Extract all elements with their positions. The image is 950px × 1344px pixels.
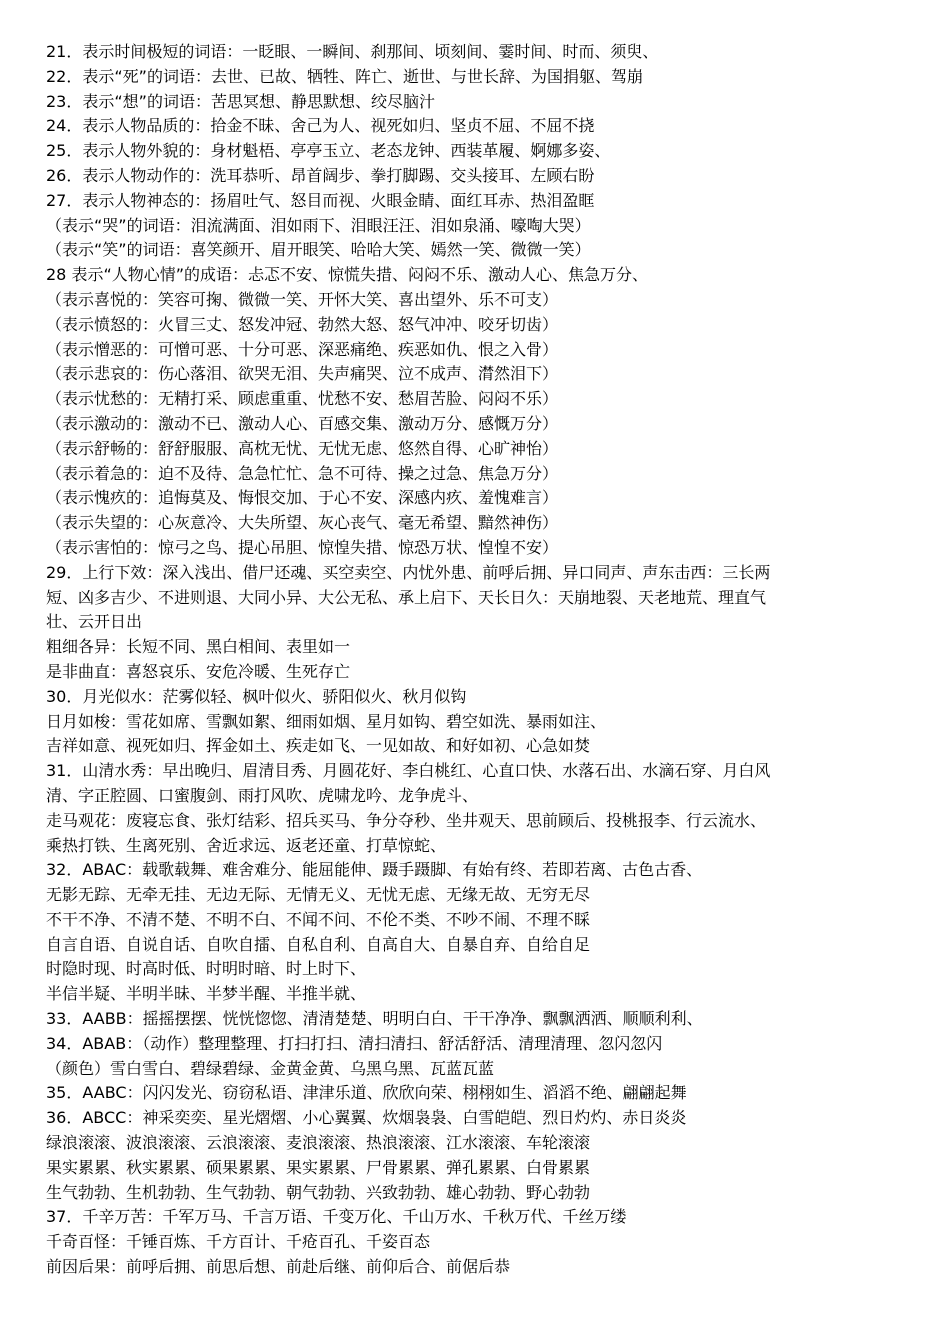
text-line: 36．ABCC：神采奕奕、星光熠熠、小心翼翼、炊烟袅袅、白雪皑皑、烈日灼灼、赤日炎炎: [46, 1108, 687, 1128]
text-line: （表示失望的：心灰意冷、大失所望、灰心丧气、毫无希望、黯然神伤）: [46, 513, 559, 533]
text-line: 走马观花：废寝忘食、张灯结彩、招兵买马、争分夺秒、坐井观天、思前顾后、投桃报李、行云流水、: [46, 810, 767, 830]
text-line: （表示愧疚的：追悔莫及、悔恨交加、于心不安、深感内疚、羞愧难言）: [46, 488, 559, 508]
text-line: 35．AABC：闪闪发光、窃窃私语、津津乐道、欣欣向荣、栩栩如生、滔滔不绝、翩翩起舞: [46, 1083, 687, 1103]
text-line: 吉祥如意、视死如归、挥金如土、疾走如飞、一见如故、和好如初、心急如焚: [46, 736, 591, 756]
text-line: 24．表示人物品质的：拾金不昧、舍己为人、视死如归、坚贞不屈、不屈不挠: [46, 116, 595, 136]
text-line: 日月如梭：雪花如席、雪飘如絮、细雨如烟、星月如钩、碧空如洗、暴雨如注、: [46, 711, 607, 731]
text-line: 37．千辛万苦：千军万马、千言万语、千变万化、千山万水、千秋万代、千丝万缕: [46, 1207, 627, 1227]
text-line: 28 表示“人物心情”的成语：忐忑不安、惊慌失措、闷闷不乐、激动人心、焦急万分、: [46, 265, 649, 285]
text-line: （表示喜悦的：笑容可掬、微微一笑、开怀大笑、喜出望外、乐不可支）: [46, 289, 559, 309]
text-line: 是非曲直：喜怒哀乐、安危冷暖、生死存亡: [46, 661, 351, 681]
text-line: 23．表示“想”的词语：苦思冥想、静思默想、绞尽脑汁: [46, 91, 435, 111]
text-line: 时隐时现、时高时低、时明时暗、时上时下、: [46, 959, 367, 979]
text-line: 自言自语、自说自话、自吹自擂、自私自利、自高自大、自暴自弃、自给自足: [46, 934, 591, 954]
text-line: 不干不净、不清不楚、不明不白、不闻不问、不伦不类、不吵不闹、不理不睬: [46, 909, 591, 929]
text-line: 21．表示时间极短的词语：一眨眼、一瞬间、刹那间、顷刻间、霎时间、时而、须臾、: [46, 42, 659, 61]
text-line: 生气勃勃、生机勃勃、生气勃勃、朝气勃勃、兴致勃勃、雄心勃勃、野心勃勃: [46, 1182, 591, 1202]
text-line: （表示害怕的：惊弓之鸟、提心吊胆、惊惶失措、惊恐万状、惶惶不安）: [46, 537, 559, 557]
document-page: [46, 40, 916, 1280]
text-line: 22．表示“死”的词语：去世、已故、牺牲、阵亡、逝世、与世长辞、为国捐躯、驾崩: [46, 66, 643, 86]
text-line: 清、字正腔圆、口蜜腹剑、雨打风吹、虎啸龙吟、龙争虎斗、: [46, 785, 479, 805]
text-line: （表示悲哀的：伤心落泪、欲哭无泪、失声痛哭、泣不成声、潸然泪下）: [46, 364, 559, 384]
text-line: 26．表示人物动作的：洗耳恭听、昂首阔步、拳打脚踢、交头接耳、左顾右盼: [46, 165, 595, 185]
text-line: 短、凶多吉少、不进则退、大同小异、大公无私、承上启下、天长日久：天崩地裂、天老地荒、理直气: [46, 587, 767, 607]
text-line: 25．表示人物外貌的：身材魁梧、亭亭玉立、老态龙钟、西装革履、婀娜多姿、: [46, 141, 611, 161]
text-line: （表示忧愁的：无精打采、顾虑重重、忧愁不安、愁眉苦脸、闷闷不乐）: [46, 389, 559, 409]
text-line: 前因后果：前呼后拥、前思后想、前赴后继、前仰后合、前倨后恭: [46, 1257, 511, 1277]
text-line: 半信半疑、半明半昧、半梦半醒、半推半就、: [46, 984, 367, 1004]
text-line: （表示“笑”的词语：喜笑颜开、眉开眼笑、哈哈大笑、嫣然一笑、微微一笑）: [46, 240, 591, 260]
text-line: 乘热打铁、生离死别、舍近求远、返老还童、打草惊蛇、: [46, 835, 447, 855]
text-line: 无影无踪、无牵无挂、无边无际、无情无义、无忧无虑、无缘无故、无穷无尽: [46, 885, 591, 905]
text-line: 千奇百怪：千锤百炼、千方百计、千疮百孔、千姿百态: [46, 1232, 431, 1252]
text-line: （颜色）雪白雪白、碧绿碧绿、金黄金黄、乌黑乌黑、瓦蓝瓦蓝: [46, 1058, 495, 1078]
text-line: 壮、云开日出: [46, 612, 143, 632]
text-line: 绿浪滚滚、波浪滚滚、云浪滚滚、麦浪滚滚、热浪滚滚、江水滚滚、车轮滚滚: [46, 1133, 591, 1153]
text-line: （表示憎恶的：可憎可恶、十分可恶、深恶痛绝、疾恶如仇、恨之入骨）: [46, 339, 559, 359]
text-line: （表示舒畅的：舒舒服服、高枕无忧、无忧无虑、悠然自得、心旷神怡）: [46, 438, 559, 458]
text-line: 29．上行下效：深入浅出、借尸还魂、买空卖空、内忧外患、前呼后拥、异口同声、声东击西：三长两: [46, 562, 771, 582]
text-line: 32．ABAC：载歌载舞、难舍难分、能屈能伸、蹑手蹑脚、有始有终、若即若离、古色古香、: [46, 860, 703, 880]
text-line: （表示激动的：激动不已、激动人心、百感交集、激动万分、感慨万分）: [46, 413, 559, 433]
text-line: 27．表示人物神态的：扬眉吐气、怒目而视、火眼金睛、面红耳赤、热泪盈眶: [46, 190, 595, 210]
text-line: 31．山清水秀：早出晚归、眉清目秀、月圆花好、李白桃红、心直口快、水落石出、水滴石穿、月白风: [46, 761, 771, 781]
text-line: 34．ABAB：（动作）整理整理、打扫打扫、清扫清扫、舒活舒活、清理清理、忽闪忽闪: [46, 1033, 663, 1053]
text-line: （表示愤怒的：火冒三丈、怒发冲冠、勃然大怒、怒气冲冲、咬牙切齿）: [46, 314, 559, 334]
text-line: （表示着急的：迫不及待、急急忙忙、急不可待、操之过急、焦急万分）: [46, 463, 559, 483]
text-line: 粗细各异：长短不同、黑白相间、表里如一: [46, 637, 351, 657]
text-line: 30．月光似水：茫雾似轻、枫叶似火、骄阳似火、秋月似钩: [46, 686, 467, 706]
text-line: （表示“哭”的词语：泪流满面、泪如雨下、泪眼汪汪、泪如泉涌、嚎啕大哭）: [46, 215, 591, 235]
text-line: 果实累累、秋实累累、硕果累累、果实累累、尸骨累累、弹孔累累、白骨累累: [46, 1157, 591, 1177]
text-line: 33．AABB：摇摇摆摆、恍恍惚惚、清清楚楚、明明白白、干干净净、飘飘洒洒、顺顺利利、: [46, 1009, 703, 1029]
